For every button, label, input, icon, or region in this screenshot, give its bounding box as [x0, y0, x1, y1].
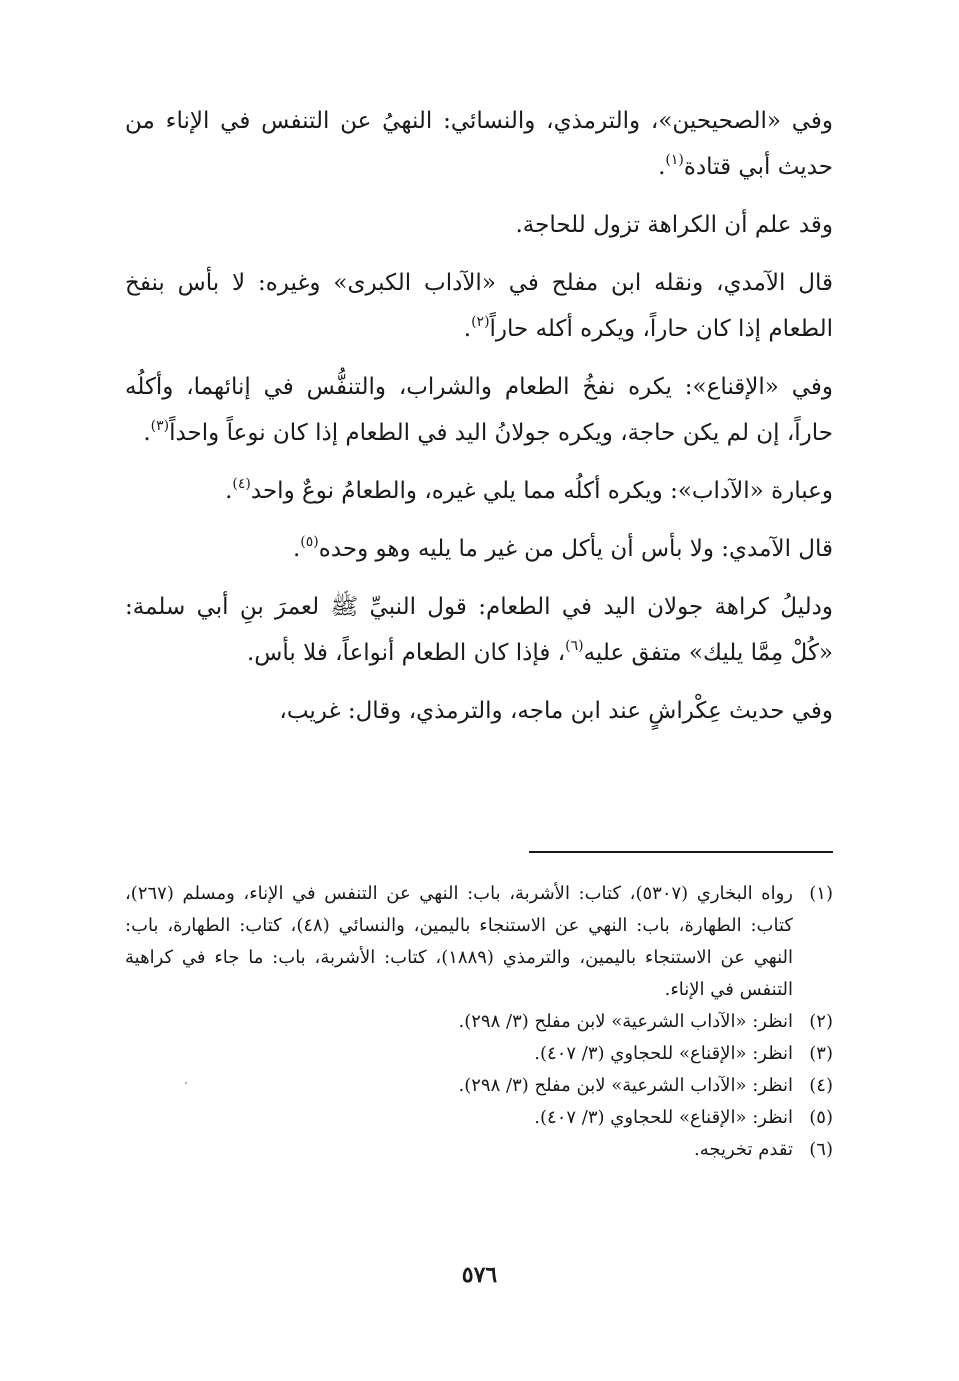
- footnote: [125, 1102, 833, 1134]
- paragraph: [125, 98, 833, 190]
- paragraph-tail: .: [463, 316, 472, 342]
- paragraph: [125, 688, 833, 734]
- footnote-ref[interactable]: (٦): [565, 638, 584, 654]
- footnote: [125, 1006, 833, 1038]
- footnote-text: انظر: «الآداب الشرعية» لابن مفلح (٣/ ٢٩٨).: [458, 1011, 793, 1032]
- footnote-number: (٤): [809, 1075, 833, 1096]
- footnote-text: رواه البخاري (٥٣٠٧)، كتاب: الأشربة، باب: النهي عن التنفس في الإناء، ومسلم (٢٦٧)، كتاب: الطهارة، باب: النهي عن الاستنجاء باليمين، والنسائي (٤٨)، كتاب: الطهارة، باب: النهي عن الاستنجاء باليمين، والترمذي (١٨٨٩)، كتاب: الأشربة، باب: ما جاء في كراهية التنفس في الإناء.: [125, 883, 793, 1000]
- paragraph: [125, 468, 833, 514]
- footnote-ref[interactable]: (٣): [150, 418, 170, 434]
- footnote-number: (٦): [809, 1139, 833, 1160]
- scan-speck: [185, 1082, 187, 1084]
- footnote-number: (٢): [809, 1011, 833, 1032]
- footnote-number: (١): [809, 883, 833, 904]
- footnote: [125, 1070, 833, 1102]
- footnote: [125, 1038, 833, 1070]
- paragraph-tail: .: [225, 478, 233, 504]
- footnote-separator: [529, 851, 833, 853]
- footnote-text: انظر: «الإقناع» للحجاوي (٣/ ٤٠٧).: [534, 1043, 793, 1064]
- paragraph-tail: .: [658, 154, 666, 180]
- footnote-ref[interactable]: (٤): [232, 476, 251, 492]
- paragraph: [125, 260, 833, 352]
- paragraph-text: ودليلُ كراهة جولان اليد في الطعام: قول النبيِّ ﷺ لعمرَ بنِ أبي سلمة: «كُلْ مِمَّا يليك» متفق عليه: [125, 594, 833, 666]
- paragraph-tail: .: [292, 536, 301, 562]
- paragraph: [125, 526, 833, 572]
- paragraph-text: وفي «الإقناع»: يكره نفخُ الطعام والشراب، والتنفُّس في إنائهما، وأكلُه حاراً، إن لم يكن حاجة، ويكره جولانُ اليد في الطعام إذا كان نوعاً واحداً: [125, 374, 833, 446]
- footnote: [125, 1134, 833, 1166]
- footnote-ref[interactable]: (٥): [300, 534, 319, 550]
- footnote-ref[interactable]: (١): [665, 152, 684, 168]
- body-text: [125, 98, 833, 734]
- scan-speck: [372, 622, 373, 623]
- paragraph-text: وفي «الصحيحين»، والترمذي، والنسائي: النهيُ عن التنفس في الإناء من حديث أبي قتادة: [125, 108, 833, 180]
- paragraph-text: وعبارة «الآداب»: ويكره أكلُه مما يلي غيره، والطعامُ نوعٌ واحد: [250, 478, 833, 504]
- footnote-text: تقدم تخريجه.: [694, 1139, 793, 1160]
- paragraph-text: قال الآمدي: ولا بأس أن يأكل من غير ما يليه وهو وحده: [318, 536, 833, 562]
- paragraph: [125, 584, 833, 676]
- paragraph-tail: .: [143, 420, 151, 446]
- footnote-number: (٥): [809, 1107, 833, 1128]
- footnote-number: (٣): [809, 1043, 833, 1064]
- footnote-text: انظر: «الآداب الشرعية» لابن مفلح (٣/ ٢٩٨).: [458, 1075, 793, 1096]
- page-number: ٥٧٦: [461, 1262, 498, 1288]
- paragraph: [125, 364, 833, 456]
- paragraph: [125, 202, 833, 248]
- paragraph-tail: ، فإذا كان الطعام أنواعاً، فلا بأس.: [247, 640, 566, 666]
- paragraph-text: وفي حديث عِكْراشٍ عند ابن ماجه، والترمذي، وقال: غريب،: [279, 698, 833, 724]
- footnote: [125, 878, 833, 1006]
- paragraph-text: وقد علم أن الكراهة تزول للحاجة.: [515, 212, 833, 238]
- footnote-ref[interactable]: (٢): [471, 314, 490, 330]
- footnotes: [125, 878, 833, 1166]
- footnote-text: انظر: «الإقناع» للحجاوي (٣/ ٤٠٧).: [534, 1107, 793, 1128]
- paragraph-text: قال الآمدي، ونقله ابن مفلح في «الآداب الكبرى» وغيره: لا بأس بنفخ الطعام إذا كان حاراً، ويكره أكله حاراً: [125, 270, 833, 342]
